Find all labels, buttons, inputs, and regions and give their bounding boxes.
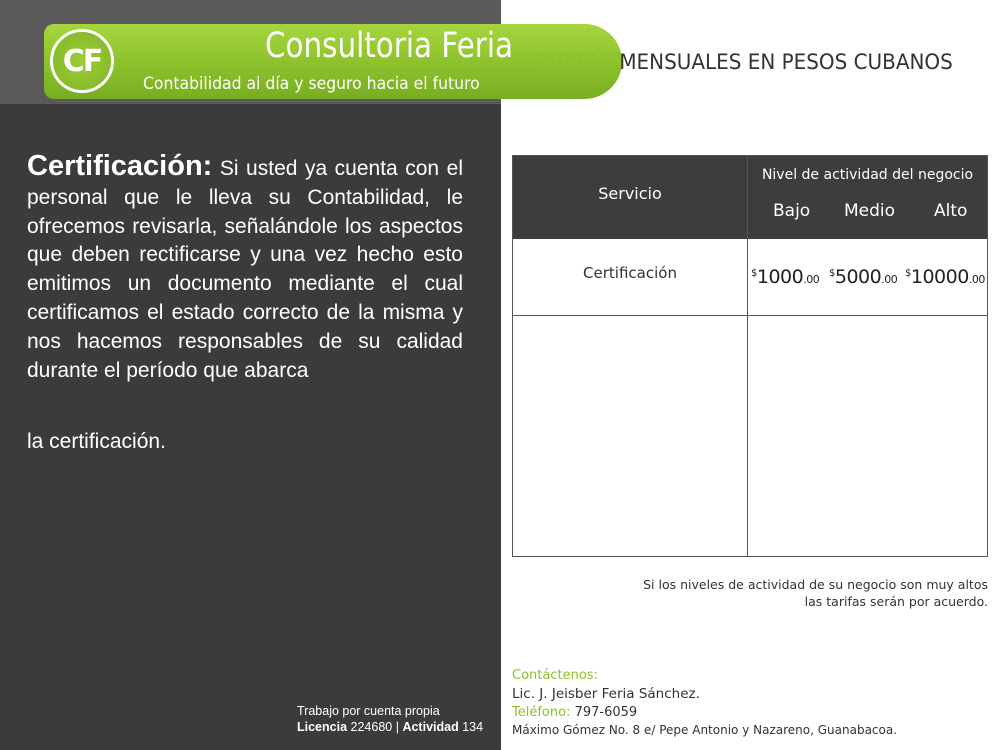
license-footer (297, 703, 483, 735)
contact-address: Máximo Gómez No. 8 e/ Pepe Antonio y Nazareno, Guanabacoa. (512, 723, 898, 737)
license-footer-line1: Trabajo por cuenta propia (297, 704, 440, 718)
service-description-lead: Certificación: (27, 150, 213, 182)
level-header-medio: Medio (844, 201, 896, 221)
price-cents: .00 (803, 273, 820, 286)
level-header-alto: Alto (934, 201, 968, 221)
service-column-header: Servicio (598, 184, 662, 203)
pricing-table (512, 155, 988, 557)
level-header-bajo: Bajo (773, 201, 811, 221)
page-title-accent: TARIFAS (533, 50, 613, 74)
license-value: 224680 (350, 720, 393, 734)
activity-level-header: Nivel de actividad del negocio (761, 167, 974, 183)
license-footer-line2 (297, 719, 483, 735)
service-description (27, 152, 463, 385)
activity-value: 134 (462, 720, 484, 734)
service-description-text: Si usted ya cuenta con el personal que le lleva su Contabilidad, le ofrecemos revisarla, señalándole los aspectos que deben rectificarse y una vez hecho esto emitimos un documento mediante el cual certificamos el estado correcto de la misma y nos hacemos responsables de su calidad durante el período que abarca (27, 157, 463, 382)
phone-label: Teléfono: (512, 705, 571, 720)
activity-label: Actividad (402, 720, 459, 734)
row-divider (513, 315, 987, 316)
price-currency: $ (905, 268, 911, 279)
price-currency: $ (751, 268, 757, 279)
price-amount: 5000 (834, 266, 882, 288)
license-label: Licencia (297, 720, 348, 734)
pricing-note-line2: las tarifas serán por acuerdo. (804, 594, 988, 609)
brand-name: Consultoria Feria (265, 26, 514, 66)
pricing-note (643, 576, 988, 610)
price-cell-alto (905, 266, 985, 288)
service-cell-certificacion: Certificación (583, 264, 677, 282)
license-separator: | (395, 720, 399, 734)
page-title (533, 50, 953, 74)
price-cell-bajo (751, 266, 819, 288)
brand-tagline: Contabilidad al día y seguro hacia el futuro (143, 74, 480, 94)
pricing-note-line1: Si los niveles de actividad de su negocio son muy altos (643, 577, 988, 592)
column-divider (747, 156, 748, 556)
price-cents: .00 (968, 273, 985, 286)
price-currency: $ (829, 268, 835, 279)
page-title-rest: MENSUALES EN PESOS CUBANOS (619, 50, 953, 74)
contact-name: Lic. J. Jeisber Feria Sánchez. (512, 686, 700, 702)
price-cents: .00 (881, 273, 898, 286)
price-amount: 10000 (910, 266, 969, 288)
logo-text: CF (62, 43, 102, 79)
price-amount: 1000 (756, 266, 804, 288)
contact-phone (512, 705, 637, 720)
phone-number: 797-6059 (574, 705, 638, 720)
contact-label: Contáctenos: (512, 668, 598, 683)
company-logo (50, 29, 114, 93)
service-description-last-line: la certificación. (27, 430, 166, 453)
price-cell-medio (829, 266, 897, 288)
